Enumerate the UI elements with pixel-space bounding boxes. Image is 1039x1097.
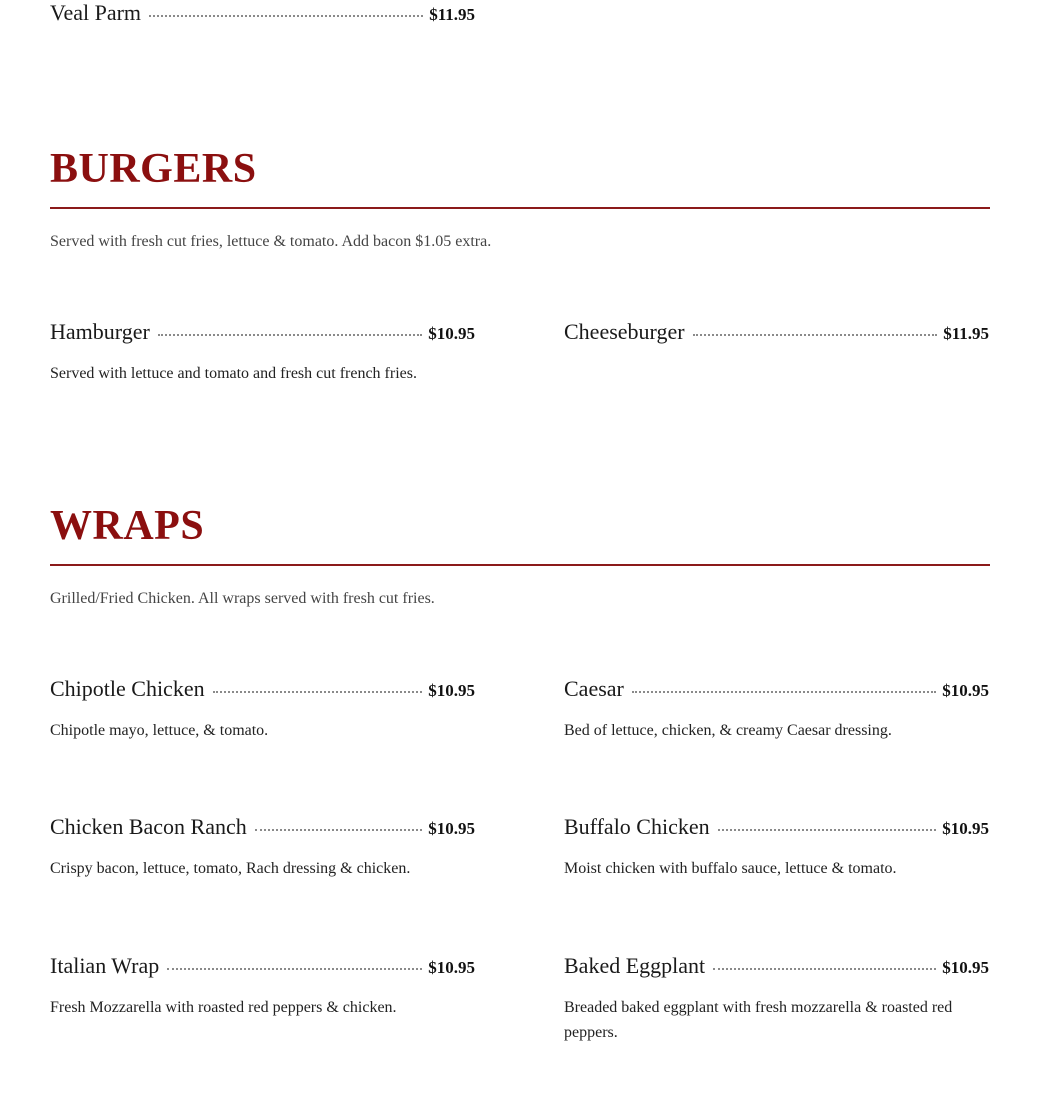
dot-leader <box>213 691 423 693</box>
menu-item-description: Moist chicken with buffalo sauce, lettuce & tomato. <box>564 860 897 877</box>
menu-item-price: $10.95 <box>942 819 989 838</box>
menu-item-name: Chipotle Chicken <box>50 676 205 701</box>
menu-item-name: Chicken Bacon Ranch <box>50 814 247 839</box>
menu-item-name: Hamburger <box>50 319 150 344</box>
menu-item-baked-eggplant <box>564 953 989 1045</box>
menu-item-price: $11.95 <box>429 5 475 24</box>
menu-item-price: $10.95 <box>942 681 989 700</box>
menu-item-chicken-bacon-ranch <box>50 814 475 881</box>
menu-item-buffalo-chicken <box>564 814 989 881</box>
menu-item-description: Fresh Mozzarella with roasted red peppers & chicken. <box>50 999 397 1016</box>
dot-leader <box>713 968 936 970</box>
menu-item-price: $10.95 <box>942 958 989 977</box>
dot-leader <box>632 691 936 693</box>
menu-item-name: Italian Wrap <box>50 953 160 978</box>
section-note-wraps: Grilled/Fried Chicken. All wraps served with fresh cut fries. <box>50 590 435 607</box>
dot-leader <box>255 829 423 831</box>
dot-leader <box>149 15 423 17</box>
section-title-burgers: BURGERS <box>50 146 257 192</box>
menu-item-name: Caesar <box>564 676 624 701</box>
menu-item-cheeseburger <box>564 319 989 345</box>
menu-item-description: Breaded baked eggplant with fresh mozzarella & roasted red peppers. <box>564 999 953 1041</box>
dot-leader <box>718 829 937 831</box>
menu-item-chipotle-chicken <box>50 676 475 743</box>
menu-item-description: Served with lettuce and tomato and fresh cut french fries. <box>50 365 417 382</box>
section-title-wraps: WRAPS <box>50 503 205 549</box>
menu-item-price: $10.95 <box>428 819 475 838</box>
menu-item-description: Crispy bacon, lettuce, tomato, Rach dressing & chicken. <box>50 860 411 877</box>
menu-item-name: Veal Parm <box>50 0 142 25</box>
menu-item-price: $10.95 <box>428 324 475 343</box>
menu-item-caesar <box>564 676 989 743</box>
menu-item-name: Buffalo Chicken <box>564 814 710 839</box>
menu-item-veal-parm <box>50 0 475 26</box>
menu-item-description: Chipotle mayo, lettuce, & tomato. <box>50 722 269 739</box>
menu-item-italian-wrap <box>50 953 475 1020</box>
section-divider <box>50 564 990 566</box>
dot-leader <box>158 334 422 336</box>
menu-item-price: $10.95 <box>428 958 475 977</box>
menu-item-description: Bed of lettuce, chicken, & creamy Caesar dressing. <box>564 722 892 739</box>
dot-leader <box>693 334 938 336</box>
menu-item-name: Cheeseburger <box>564 319 685 344</box>
menu-item-name: Baked Eggplant <box>564 953 706 978</box>
menu-item-price: $11.95 <box>943 324 989 343</box>
menu-item-price: $10.95 <box>428 681 475 700</box>
section-note-burgers: Served with fresh cut fries, lettuce & tomato. Add bacon $1.05 extra. <box>50 233 492 250</box>
section-divider <box>50 207 990 209</box>
dot-leader <box>167 968 422 970</box>
menu-item-hamburger <box>50 319 475 386</box>
